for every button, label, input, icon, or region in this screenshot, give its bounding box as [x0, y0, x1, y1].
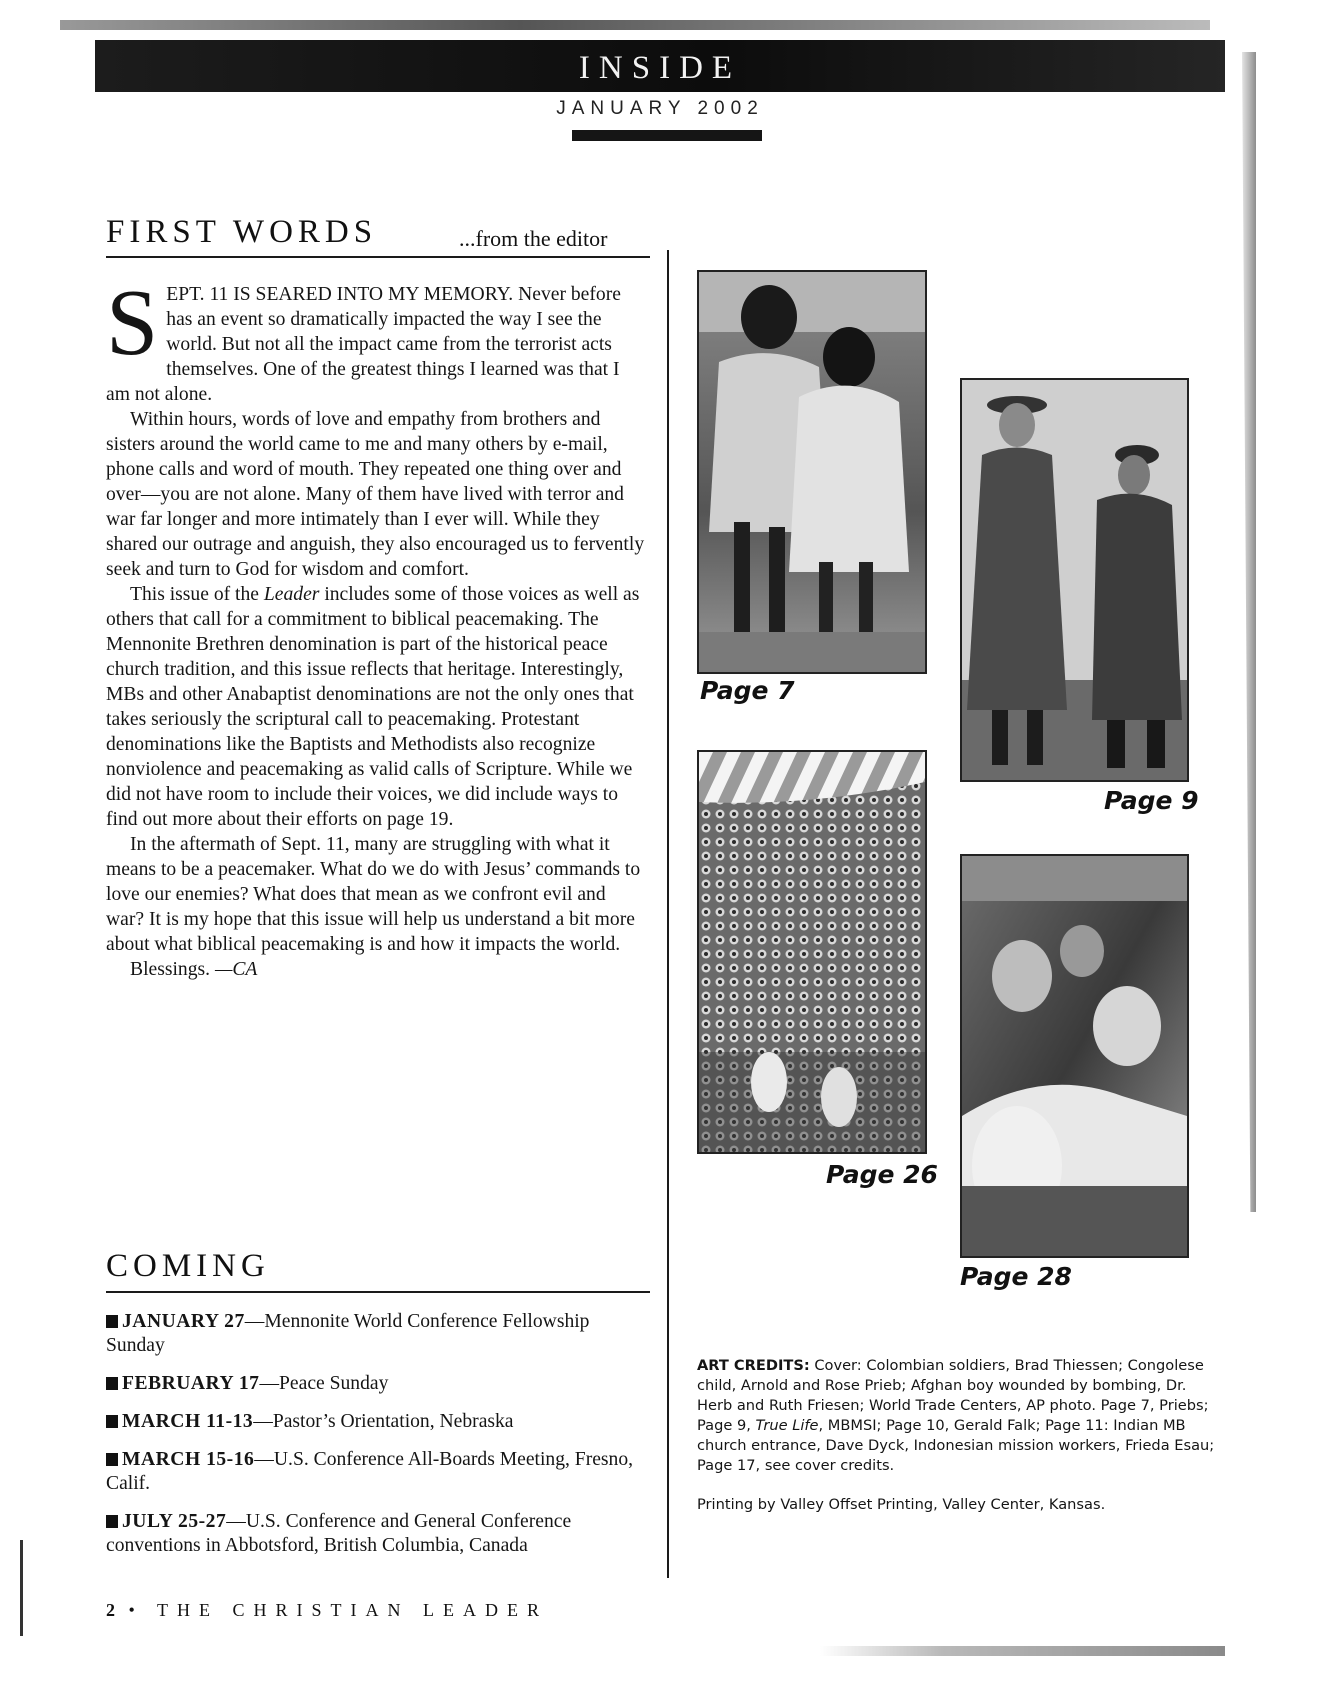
editor-signature: —CA — [214, 959, 258, 980]
list-item — [106, 1410, 646, 1434]
event-date: MARCH 11-13 — [122, 1411, 254, 1432]
credits-text: , MBMSI; Page 10, Gerald Falk; Page 11: Indian MB church entrance, Dave Dyck, Indonesian mission workers, Frieda Esau; Page 17, see cover credits. — [697, 1417, 1215, 1474]
event-description: —Pastor’s Orientation, Nebraska — [253, 1411, 514, 1432]
bullet-square-icon — [106, 1415, 118, 1428]
first-words-rule — [106, 256, 650, 258]
issue-date: JANUARY 2002 — [556, 98, 764, 119]
photo-page-9[interactable] — [960, 378, 1189, 782]
footer-separator: • — [128, 1600, 144, 1620]
masthead-title: INSIDE — [578, 50, 742, 86]
event-date: JANUARY 27 — [122, 1311, 245, 1332]
article-closing — [106, 957, 646, 982]
date-underline-bar — [572, 130, 762, 141]
event-description: —U.S. Conference and General Conference conventions in Abbotsford, British Columbia, Canada — [106, 1511, 572, 1556]
coming-events-list — [106, 1310, 646, 1572]
photo-caption: Page 7 — [700, 676, 795, 705]
photo-page-26[interactable] — [697, 750, 927, 1154]
scan-edge-bottom — [820, 1646, 1225, 1656]
list-item — [106, 1448, 646, 1496]
art-credits-label: ART CREDITS: — [697, 1357, 810, 1374]
bullet-square-icon — [106, 1315, 118, 1328]
event-description: —Peace Sunday — [259, 1373, 389, 1394]
children-photo-image — [699, 272, 925, 672]
overcoat-photo-image — [962, 380, 1187, 780]
column-divider — [667, 250, 669, 1578]
bullet-square-icon — [106, 1377, 118, 1390]
article-paragraph-1: Never before has an event so dramatically impacted the way I see the world. But not all the impact came from the terrorist acts themselves. One of the greatest things I learned was that I am not alone. — [106, 284, 621, 405]
article-text: includes some of those voices as well as others that call for a commitment to biblical peacemaking. The Mennonite Brethren denomination is part of the historical peace church tradition, and this issue reflects that heritage. Interestingly, MBs and other Anabaptist denominations are not the only ones that takes seriously the scriptural call to peacemaking. Protestant denominations like the Baptists and Methodists also recognize nonviolence and peacemaking as valid calls of Scripture. While we did not have room to include their voices, we did include ways to find out more about their efforts on page 19. — [106, 584, 640, 830]
article-paragraph-4: In the aftermath of Sept. 11, many are struggling with what it means to be a peacemaker. What do we do with Jesus’ commands to love our enemies? What does that mean as we confront evil and war? It is my hope that this issue will help us understand a bit more about what biblical peacemaking is and how it impacts the world. — [106, 834, 641, 955]
coming-heading: COMING — [106, 1248, 270, 1284]
article-text: This issue of the — [130, 584, 259, 605]
scan-edge-left — [20, 1540, 23, 1636]
article-paragraph-3 — [106, 582, 646, 832]
art-credits — [697, 1356, 1217, 1534]
scan-edge-top — [60, 20, 1210, 30]
event-description: —Mennonite World Conference Fellowship Sunday — [106, 1311, 590, 1356]
list-item — [106, 1510, 646, 1558]
first-words-heading: FIRST WORDS — [106, 214, 378, 250]
credits-text: Cover: Colombian soldiers, Brad Thiessen; Congolese child, Arnold and Rose Prieb; Afghan boy wounded by bombing, Dr. Herb and Ruth Friesen; World Trade Centers, AP photo. Page 7, Priebs; Page 9, — [697, 1357, 1209, 1434]
photo-page-7[interactable] — [697, 270, 927, 674]
printing-credit: Printing by Valley Offset Printing, Valley Center, Kansas. — [697, 1496, 1106, 1513]
publication-title: THE CHRISTIAN LEADER — [157, 1600, 548, 1620]
drop-cap: S — [106, 271, 159, 375]
event-date: FEBRUARY 17 — [122, 1373, 260, 1394]
event-date: MARCH 15-16 — [122, 1449, 255, 1470]
scan-edge-right — [1242, 52, 1256, 1212]
article-opening: EPT. 11 IS SEARED INTO MY MEMORY. — [166, 284, 514, 305]
closing-text: Blessings. — [130, 959, 211, 980]
list-item — [106, 1310, 646, 1358]
event-date: JULY 25-27 — [122, 1511, 227, 1532]
bullet-square-icon — [106, 1515, 118, 1528]
publication-name: Leader — [263, 584, 320, 605]
photo-caption: Page 28 — [960, 1262, 1072, 1291]
coming-rule — [106, 1291, 650, 1293]
first-words-subtitle: ...from the editor — [459, 226, 608, 251]
photo-page-28[interactable] — [960, 854, 1189, 1258]
article-paragraph-2: Within hours, words of love and empathy from brothers and sisters around the world came to me and many others by e-mail, phone calls and word of mouth. They repeated one thing over and over—you are not alone. Many of them have lived with terror and war far longer and more intimately than I ever will. While they shared our outrage and anguish, they also encouraged us to fervently seek and turn to God for wisdom and comfort. — [106, 409, 645, 580]
list-item — [106, 1372, 646, 1396]
bullet-square-icon — [106, 1453, 118, 1466]
page-footer — [106, 1600, 548, 1621]
art-credits-paragraph — [697, 1356, 1217, 1476]
page-number: 2 — [106, 1600, 115, 1620]
editorial-article — [106, 271, 646, 982]
photo-caption: Page 9 — [1104, 786, 1199, 815]
article-paragraph — [106, 271, 646, 407]
event-description: —U.S. Conference All-Boards Meeting, Fresno, Calif. — [106, 1449, 634, 1494]
credits-italic-title: True Life — [755, 1417, 819, 1434]
crowd-photo-image — [699, 752, 925, 1152]
photo-caption: Page 26 — [826, 1160, 938, 1189]
gathering-photo-image — [962, 856, 1187, 1256]
